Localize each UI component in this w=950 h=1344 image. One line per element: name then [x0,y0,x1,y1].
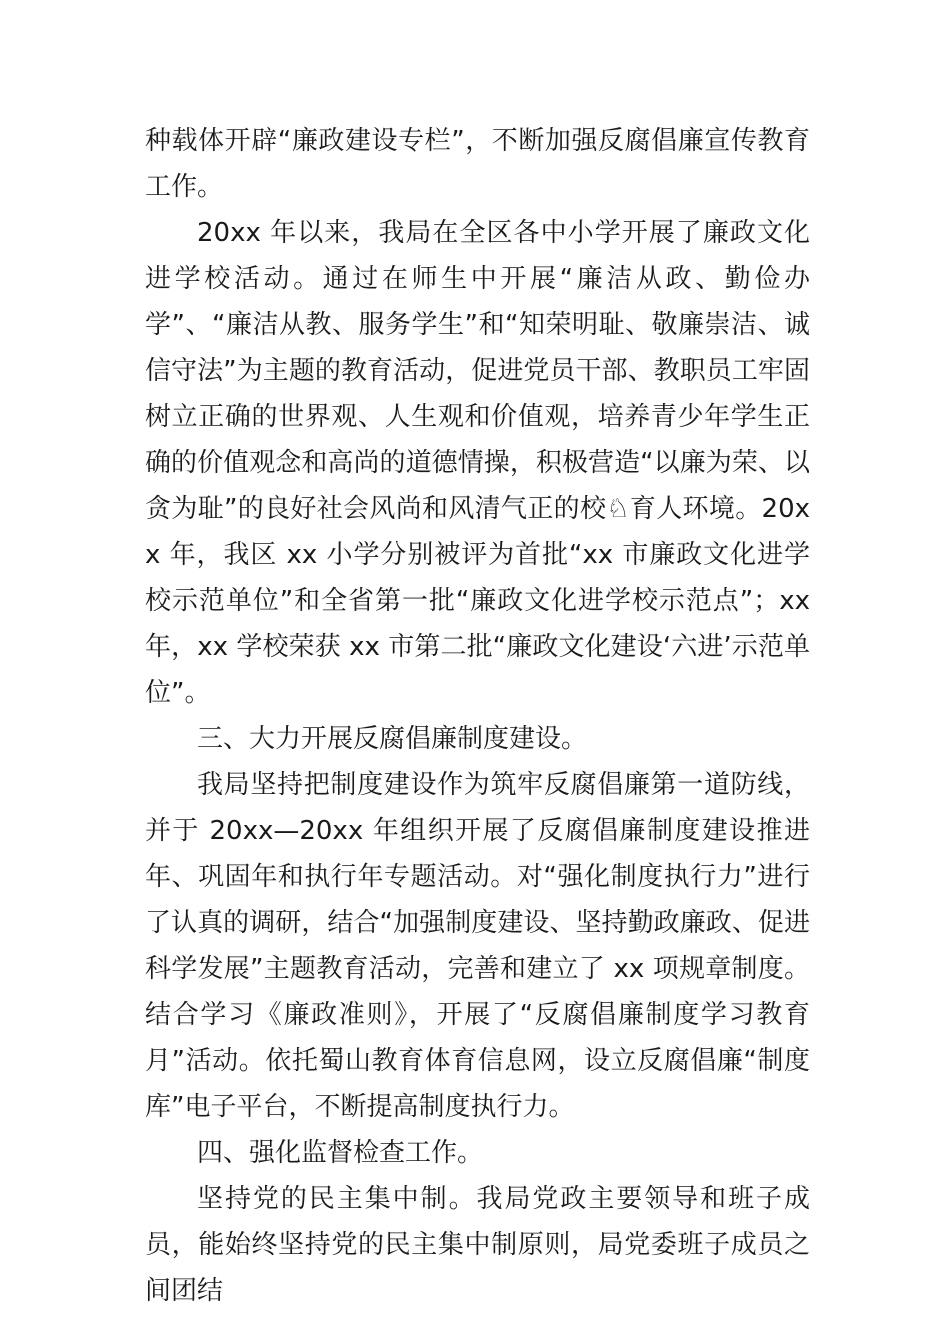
paragraph-democratic-centralism: 坚持党的民主集中制。我局党政主要领导和班子成员，能始终坚持党的民主集中制原则，局党委班子成员之间团结 [145,1184,810,1306]
paragraph-system-building: 我局坚持把制度建设作为筑牢反腐倡廉第一道防线，并于 20xx—20xx 年组织开展了反腐倡廉制度建设推进年、巩固年和执行年专题活动。对“强化制度执行力”进行了认真的调研，结合“加强制度建设、坚持勤政廉政、促进科学发展”主题教育活动，完善和建立了 xx 项规章制度。结合学习《廉政准则》，开展了“反腐倡廉制度学习教育月”活动。依托蜀山教育体育信息网，设立反腐倡廉“制度库”电子平台，不断提高制度执行力。 [145,770,810,1122]
paragraph-culture-campus: 20xx 年以来，我局在全区各中小学开展了廉政文化进学校活动。通过在师生中开展“廉洁从政、勤俭办学”、“廉洁从教、服务学生”和“知荣明耻、敬廉崇洁、诚信守法”为主题的教育活动，促进党员干部、教职员工牢固树立正确的世界观、人生观和价值观，培养青少年学生正确的价值观念和高尚的道德情操，积极营造“以廉为荣、以贪为耻”的良好社会风尚和风清气正的校♘育人环境。20xx 年，我区 xx 小学分别被评为首批“xx 市廉政文化进学校示范单位”和全省第一批“廉政文化进学校示范点”；xx 年，xx 学校荣获 xx 市第二批“廉政文化建设‘六进’示范单位”。 [145,218,810,708]
paragraph-continuation: 种载体开辟“廉政建设专栏”，不断加强反腐倡廉宣传教育工作。 [145,126,810,202]
section-heading-4: 四、强化监督检查工作。 [197,1138,484,1168]
document-body [145,118,810,1314]
section-heading-3: 三、大力开展反腐倡廉制度建设。 [197,724,588,754]
